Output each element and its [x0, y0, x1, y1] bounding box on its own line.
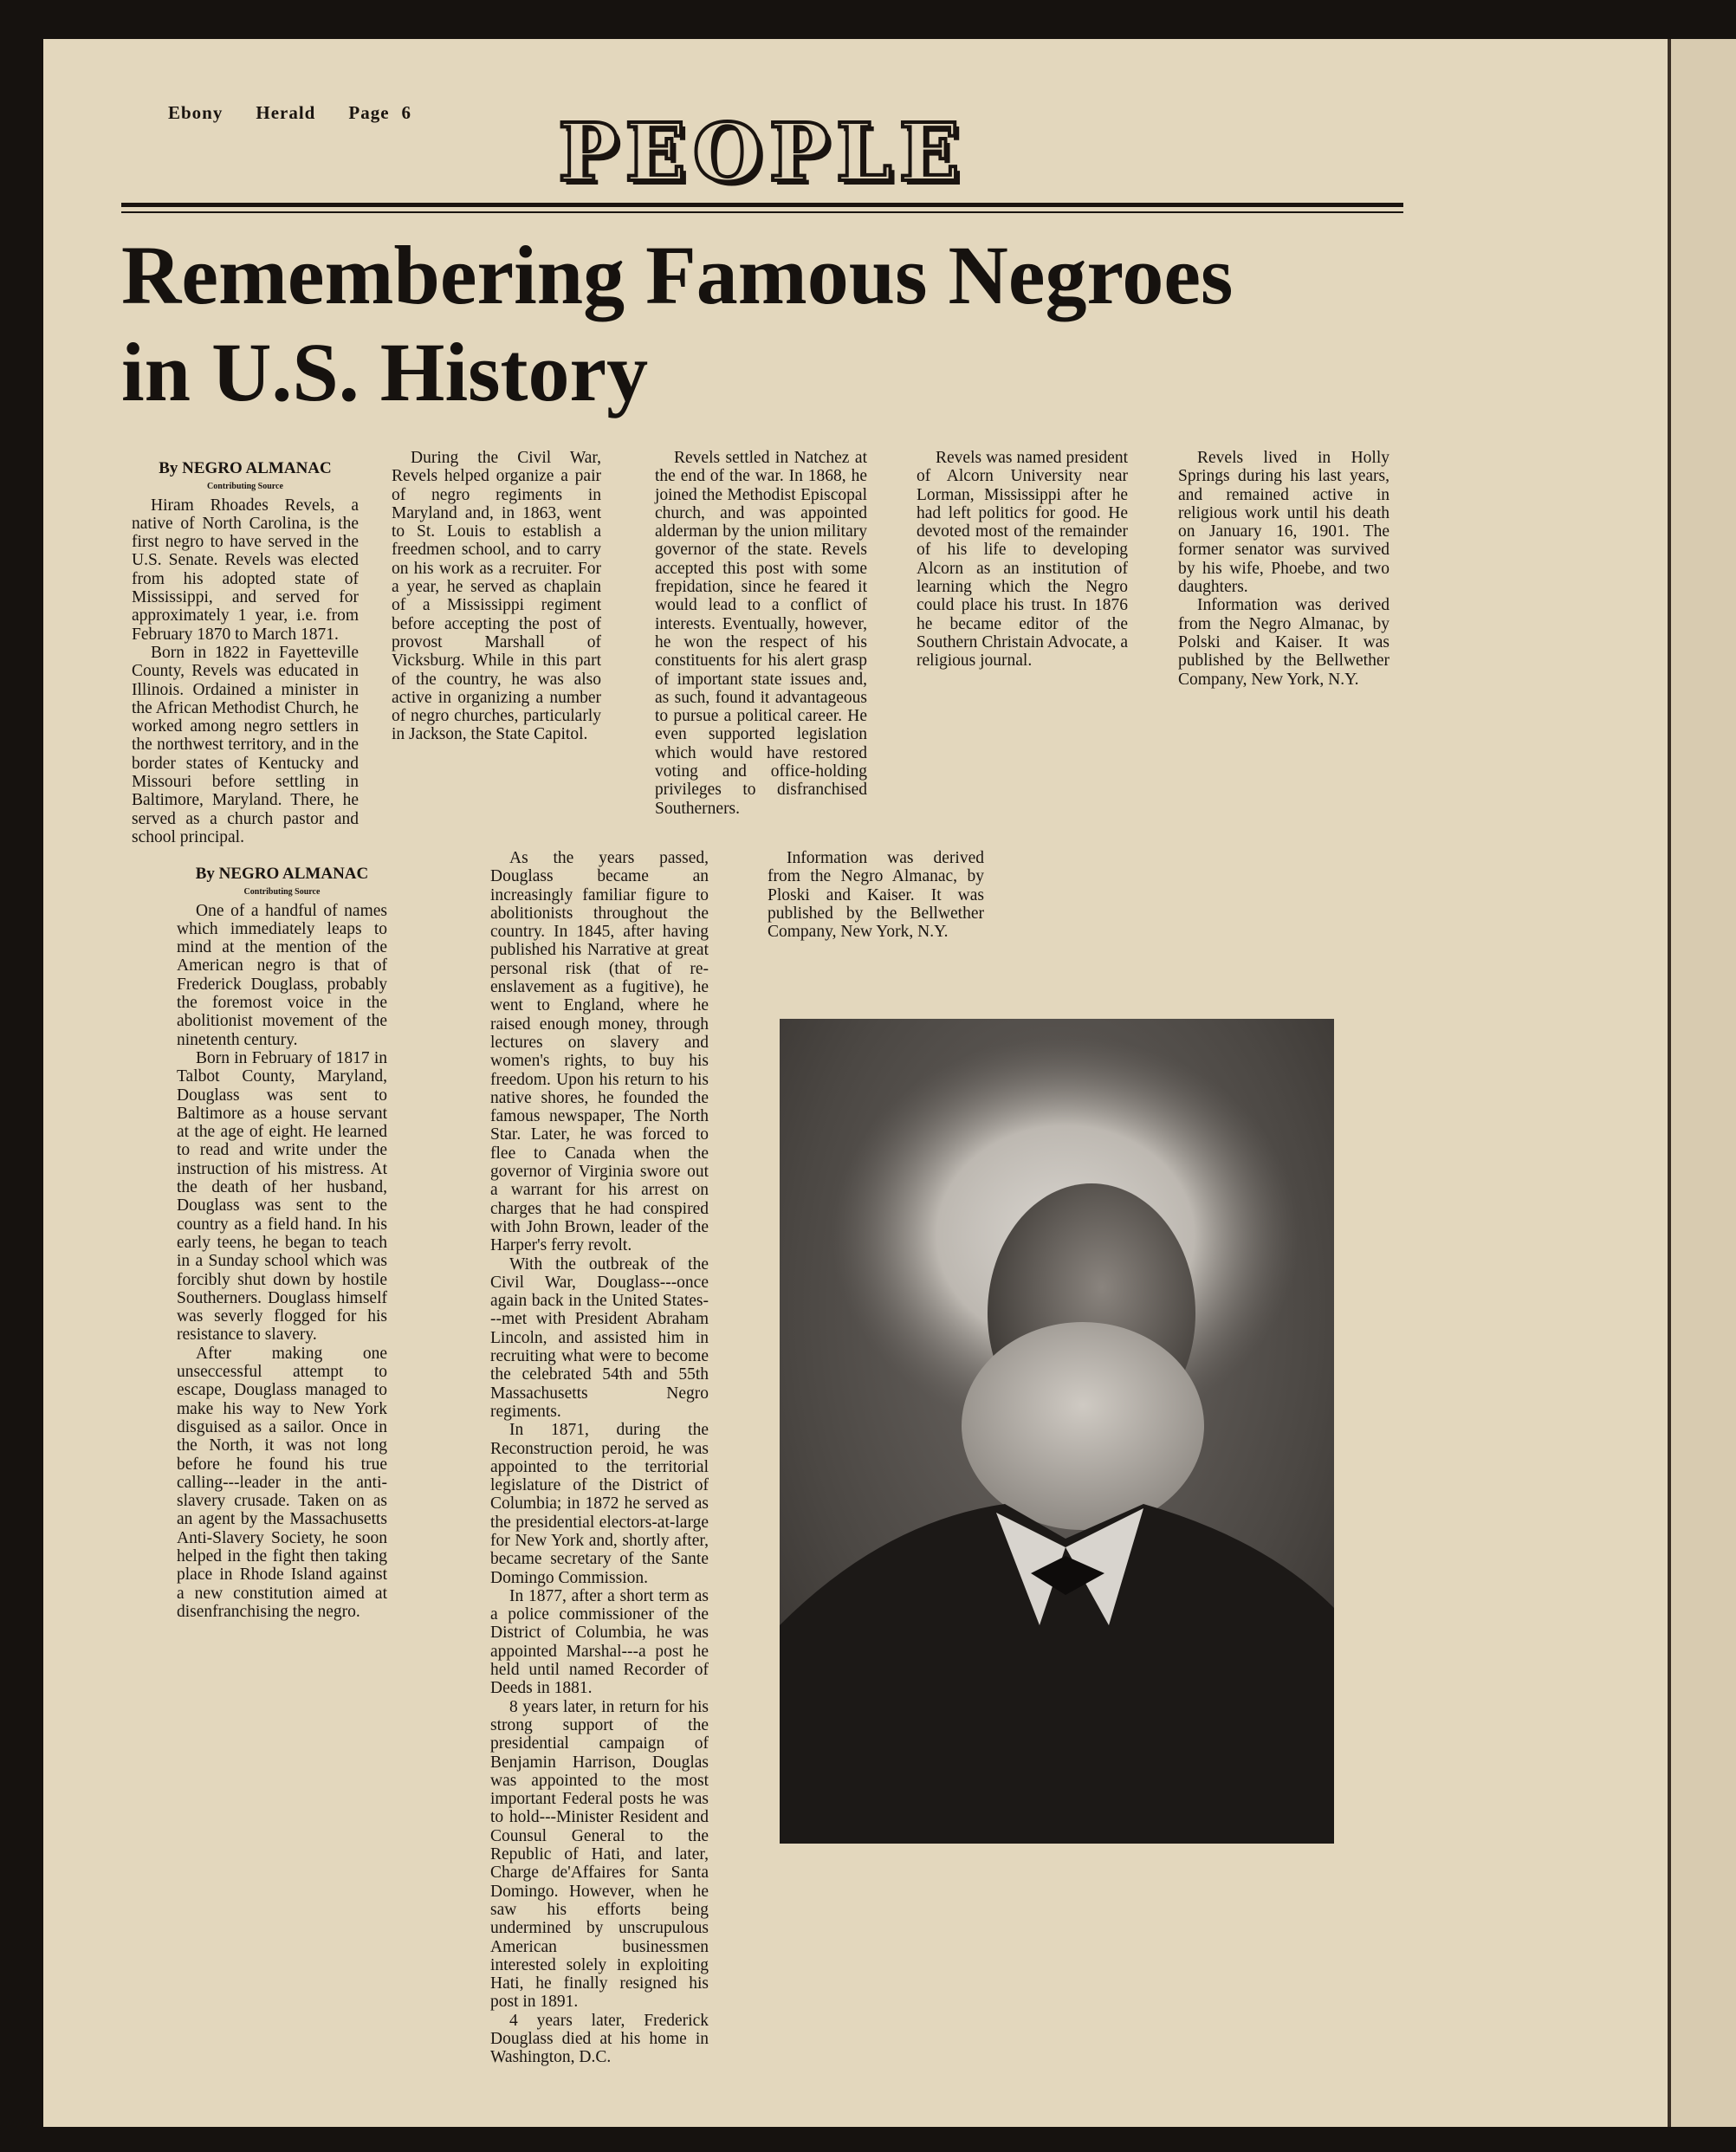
revels-column-5 — [1178, 449, 1389, 709]
header-rule-thick — [121, 203, 1403, 207]
header-rule-thin — [121, 211, 1403, 213]
headline-line-1: Remembering Famous Negroes — [121, 229, 1234, 321]
headline-line-2: in U.S. History — [121, 326, 649, 418]
revels-column-4 — [917, 449, 1128, 821]
section-title: PEOPLE — [558, 106, 967, 199]
douglass-paragraph: 4 years later, Frederick Douglass died at his home in Washington, D.C. — [490, 2011, 709, 2067]
douglass-paragraph: In 1877, after a short term as a police commissioner of the District of Columbia, he was appointed Marshal---a post he held until named Recorder of Deeds in 1881. — [490, 1586, 709, 1698]
douglass-paragraph: With the outbreak of the Civil War, Douglass---once again back in the United States---met with President Abraham Lincoln, and assisted him in recruiting what were to become the celebrated 54th and 55th Massachusetts Negro regiments. — [490, 1254, 709, 1421]
revels-paragraph: Hiram Rhoades Revels, a native of North Carolina, is the first negro to have served in the U.S. Senate. Revels was elected from his adopted state of Mississippi, and served for approximately 1 year, i.e. from February 1870 to March 1871. — [132, 496, 359, 644]
frederick-douglass-portrait — [780, 1019, 1334, 1844]
douglass-paragraph: After making one unseccessful attempt to escape, Douglass managed to make his way to New York disguised as a sailor. Once in the North, it was not long before he found his true calling---leader in the anti-slavery crusade. Taken on as an agent by the Massachusetts Anti-Slavery Society, he soon helped in the fight then taking place in Rhode Island against a new constitution aimed at disenfranchising the negro. — [177, 1344, 387, 1621]
douglass-paragraph: Born in February of 1817 in Talbot County, Maryland, Douglass was sent to Baltimore as a house servant at the age of eight. He learned to read and write under the instruction of his mistress. At the death of her husband, Douglass was sent to the country as a field hand. In his early teens, he began to teach in a Sunday school which was forcibly shut down by hostile Southerners. Douglass himself was severly flogged for his resistance to slavery. — [177, 1048, 387, 1345]
paper-herald: Herald — [256, 102, 316, 123]
douglass-paragraph: As the years passed, Douglass became an increasingly familiar figure to abolitionists throughout the country. In 1845, after having published his Narrative at great personal risk (that of re-enslavement as a fugitive), he went to England, where he raised enough money, through lectures on slavery and women's rights, to buy his freedom. Upon his return to his native shores, he founded the famous newspaper, The North Star. Later, he was forced to flee to Canada when the governor of Virginia swore out a warrant for his arrest on charges that he had conspired with John Brown, leader of the Harper's ferry revolt. — [490, 849, 709, 1255]
revels-source: Contributing Source — [207, 482, 283, 492]
douglass-column-1 — [177, 865, 387, 1979]
douglass-byline: By NEGRO ALMANAC — [195, 865, 369, 883]
douglass-paragraph: In 1871, during the Reconstruction peroid, he was appointed to the territorial legislature of the District of Columbia; in 1872 he served as the presidential electors-at-large for New York and, shortly after, became secretary of the Sante Domingo Commission. — [490, 1421, 709, 1587]
revels-paragraph: Information was derived from the Negro Almanac, by Polski and Kaiser. It was published by the Bellwether Company, New York, N.Y. — [1178, 596, 1389, 689]
douglass-source: Contributing Source — [243, 887, 321, 898]
portrait-image — [780, 1019, 1334, 1844]
revels-column-3 — [655, 449, 867, 821]
douglass-paragraph: One of a handful of names which immediately leaps to mind at the mention of the American negro is that of Frederick Douglass, probably the foremost voice in the abolitionist movement of the ninetenth century. — [177, 901, 387, 1049]
headline — [121, 227, 1386, 421]
page-number: 6 — [401, 102, 412, 123]
revels-paragraph: Revels was named president of Alcorn University near Lorman, Mississippi after he had left politics for good. He devoted most of the remainder of his life to developing Alcorn as an institution of learning which the Negro could place his trust. In 1876 he became editor of the Southern Christain Advocate, a religious journal. — [917, 449, 1128, 671]
revels-paragraph: During the Civil War, Revels helped organize a pair of negro regiments in Maryland and, in 1863, went to St. Louis to establish a freedmen school, and to carry on his work as a recruiter. For a year, he served as chaplain of a Mississippi regiment before accepting the post of provost Marshall of Vicksburg. While in this part of the country, he was also active in organizing a number of negro churches, particularly in Jackson, the State Capitol. — [392, 449, 601, 744]
paper-name: Ebony — [168, 102, 223, 123]
adjacent-page-edge — [1668, 39, 1736, 2127]
douglass-column-3 — [768, 849, 984, 942]
douglass-paragraph: Information was derived from the Negro Almanac, by Ploski and Kaiser. It was published by the Bellwether Company, New York, N.Y. — [768, 849, 984, 942]
douglass-column-2 — [490, 849, 709, 2067]
revels-paragraph: Revels lived in Holly Springs during his last years, and remained active in religious work until his death on January 16, 1901. The former senator was survived by his wife, Phoebe, and two daughters. — [1178, 449, 1389, 597]
page-label: Page — [348, 102, 390, 123]
revels-column-2 — [392, 449, 601, 821]
masthead — [168, 102, 444, 124]
revels-paragraph: Revels settled in Natchez at the end of the war. In 1868, he joined the Methodist Episcopal church, and was appointed alderman by the union military governor of the state. Revels accepted this post with some frepidation, since he feared it would lead to a conflict of interests. Eventually, however, he won the respect of his constituents for his alert grasp of important state issues and, as such, found it advantageous to pursue a political career. He even supported legislation which would have restored voting and office-holding privileges to disfranchised Southerners. — [655, 449, 867, 818]
revels-byline: By NEGRO ALMANAC — [159, 459, 332, 477]
douglass-paragraph: 8 years later, in return for his strong support of the presidential campaign of Benjamin Harrison, Douglas was appointed to the most important Federal posts he was to hold---Minister Resident and Counsul General to the Republic of Hati, and later, Charge de'Affaires for Santa Domingo. However, when he saw his efforts being undermined by unscrupulous American businessmen interested solely in exploiting Hati, he finally resigned his post in 1891. — [490, 1697, 709, 2012]
revels-paragraph: Born in 1822 in Fayetteville County, Revels was educated in Illinois. Ordained a minister in the African Methodist Church, he worked among negro settlers in the northwest territory, and in the border states of Kentucky and Missouri before settling in Baltimore, Maryland. There, he served as a church pastor and school principal. — [132, 643, 359, 846]
revels-column-1 — [132, 459, 359, 846]
